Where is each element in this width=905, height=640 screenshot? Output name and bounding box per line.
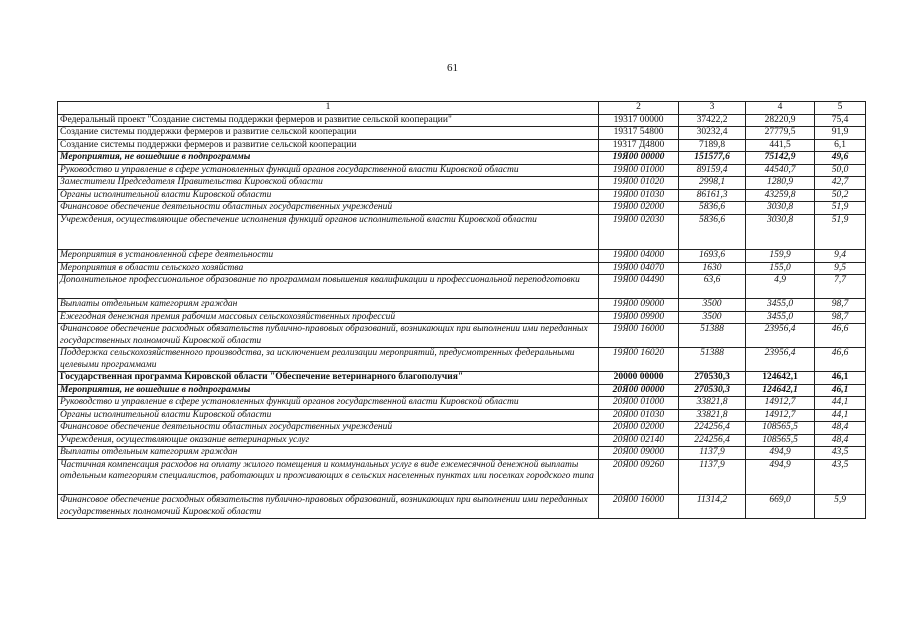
row-name-cell: Органы исполнительной власти Кировской области xyxy=(58,189,599,202)
table-row xyxy=(58,139,866,152)
row-name-cell: Ежегодная денежная премия рабочим массовых сельскохозяйственных профессий xyxy=(58,311,599,324)
col-header: 3 xyxy=(679,102,746,115)
row-value-cell: 23956,4 xyxy=(746,324,815,348)
row-percent-cell: 43,5 xyxy=(815,459,866,495)
row-value-cell: 3455,0 xyxy=(746,299,815,312)
row-value-cell: 270530,3 xyxy=(679,384,746,397)
row-value-cell: 124642,1 xyxy=(746,372,815,385)
row-percent-cell: 44,1 xyxy=(815,409,866,422)
row-value-cell: 441,5 xyxy=(746,139,815,152)
row-name-cell: Выплаты отдельным категориям граждан xyxy=(58,447,599,460)
table-row xyxy=(58,324,866,348)
page-number: 61 xyxy=(447,62,458,74)
table-row xyxy=(58,422,866,435)
row-value-cell: 89159,4 xyxy=(679,164,746,177)
row-value-cell: 5836,6 xyxy=(679,202,746,215)
row-name-cell: Федеральный проект "Создание системы поддержки фермеров и развитие сельской кооперации" xyxy=(58,114,599,127)
table-row xyxy=(58,189,866,202)
row-value-cell: 3030,8 xyxy=(746,202,815,215)
row-value-cell: 30232,4 xyxy=(679,127,746,140)
row-value-cell: 3030,8 xyxy=(746,214,815,250)
row-value-cell: 11314,2 xyxy=(679,495,746,519)
table-row xyxy=(58,348,866,372)
row-name-cell: Мероприятия в области сельского хозяйства xyxy=(58,262,599,275)
row-percent-cell: 6,1 xyxy=(815,139,866,152)
row-code-cell: 20Я00 01000 xyxy=(599,397,679,410)
row-code-cell: 20Я00 09260 xyxy=(599,459,679,495)
row-value-cell: 669,0 xyxy=(746,495,815,519)
row-code-cell: 19317 54800 xyxy=(599,127,679,140)
row-value-cell: 51388 xyxy=(679,348,746,372)
table-row xyxy=(58,311,866,324)
row-value-cell: 3455,0 xyxy=(746,311,815,324)
row-percent-cell: 46,1 xyxy=(815,372,866,385)
row-value-cell: 1630 xyxy=(679,262,746,275)
row-value-cell: 44540,7 xyxy=(746,164,815,177)
table-row xyxy=(58,299,866,312)
row-code-cell: 20Я00 01030 xyxy=(599,409,679,422)
row-value-cell: 108565,5 xyxy=(746,434,815,447)
row-value-cell: 63,6 xyxy=(679,275,746,299)
row-value-cell: 75142,9 xyxy=(746,152,815,165)
row-percent-cell: 98,7 xyxy=(815,299,866,312)
row-value-cell: 1280,9 xyxy=(746,177,815,190)
row-name-cell: Выплаты отдельным категориям граждан xyxy=(58,299,599,312)
row-value-cell: 51388 xyxy=(679,324,746,348)
row-code-cell: 19Я00 02000 xyxy=(599,202,679,215)
table-row xyxy=(58,164,866,177)
row-value-cell: 270530,3 xyxy=(679,372,746,385)
row-name-cell: Частичная компенсация расходов на оплату жилого помещения и коммунальных услуг в виде ежемесячной денежной выплаты отдельным категориям специалистов, работающих и проживающих в сельских населенных пунктах или поселках городского типа xyxy=(58,459,599,495)
row-name-cell: Создание системы поддержки фермеров и развитие сельской кооперации xyxy=(58,139,599,152)
budget-table xyxy=(57,101,866,519)
row-percent-cell: 44,1 xyxy=(815,397,866,410)
row-value-cell: 108565,5 xyxy=(746,422,815,435)
row-name-cell: Создание системы поддержки фермеров и развитие сельской кооперации xyxy=(58,127,599,140)
row-name-cell: Руководство и управление в сфере установленных функций органов государственной власти Кировской области xyxy=(58,397,599,410)
row-percent-cell: 48,4 xyxy=(815,422,866,435)
row-code-cell: 19Я00 04490 xyxy=(599,275,679,299)
table-row xyxy=(58,434,866,447)
row-percent-cell: 5,9 xyxy=(815,495,866,519)
row-value-cell: 224256,4 xyxy=(679,422,746,435)
row-name-cell: Финансовое обеспечение расходных обязательств публично-правовых образований, возникающих при выполнении ими переданных государственных полномочий Кировской области xyxy=(58,495,599,519)
row-code-cell: 19Я00 01000 xyxy=(599,164,679,177)
row-name-cell: Поддержка сельскохозяйственного производства, за исключением реализации мероприятий, предусмотренных федеральными целевыми программами xyxy=(58,348,599,372)
row-percent-cell: 75,4 xyxy=(815,114,866,127)
row-percent-cell: 98,7 xyxy=(815,311,866,324)
row-name-cell: Государственная программа Кировской области "Обеспечение ветеринарного благополучия" xyxy=(58,372,599,385)
row-code-cell: 20Я00 00000 xyxy=(599,384,679,397)
row-code-cell: 19Я00 04000 xyxy=(599,250,679,263)
table-row xyxy=(58,177,866,190)
row-value-cell: 494,9 xyxy=(746,447,815,460)
row-value-cell: 151577,6 xyxy=(679,152,746,165)
row-code-cell: 20Я00 16000 xyxy=(599,495,679,519)
table-row xyxy=(58,384,866,397)
row-code-cell: 20000 00000 xyxy=(599,372,679,385)
row-value-cell: 14912,7 xyxy=(746,409,815,422)
row-percent-cell: 50,2 xyxy=(815,189,866,202)
row-percent-cell: 9,4 xyxy=(815,250,866,263)
table-row xyxy=(58,495,866,519)
row-code-cell: 19317 Д4800 xyxy=(599,139,679,152)
row-percent-cell: 42,7 xyxy=(815,177,866,190)
row-value-cell: 43259,8 xyxy=(746,189,815,202)
row-code-cell: 19Я00 16020 xyxy=(599,348,679,372)
row-name-cell: Заместители Председателя Правительства Кировской области xyxy=(58,177,599,190)
row-code-cell: 19Я00 09000 xyxy=(599,299,679,312)
row-value-cell: 159,9 xyxy=(746,250,815,263)
row-value-cell: 155,0 xyxy=(746,262,815,275)
table-row xyxy=(58,275,866,299)
row-name-cell: Мероприятия в установленной сфере деятельности xyxy=(58,250,599,263)
table-row xyxy=(58,152,866,165)
row-value-cell: 14912,7 xyxy=(746,397,815,410)
row-value-cell: 124642,1 xyxy=(746,384,815,397)
row-percent-cell: 50,0 xyxy=(815,164,866,177)
row-code-cell: 20Я00 02140 xyxy=(599,434,679,447)
row-name-cell: Учреждения, осуществляющие обеспечение исполнения функций органов исполнительной власти Кировской области xyxy=(58,214,599,250)
row-percent-cell: 7,7 xyxy=(815,275,866,299)
row-value-cell: 7189,8 xyxy=(679,139,746,152)
row-code-cell: 19Я00 01020 xyxy=(599,177,679,190)
row-value-cell: 1137,9 xyxy=(679,459,746,495)
row-name-cell: Мероприятия, не вошедшие в подпрограммы xyxy=(58,384,599,397)
row-code-cell: 19Я00 16000 xyxy=(599,324,679,348)
col-header: 2 xyxy=(599,102,679,115)
table-row xyxy=(58,459,866,495)
row-name-cell: Финансовое обеспечение деятельности областных государственных учреждений xyxy=(58,202,599,215)
table-row xyxy=(58,127,866,140)
col-header: 4 xyxy=(746,102,815,115)
row-value-cell: 1137,9 xyxy=(679,447,746,460)
row-name-cell: Дополнительное профессиональное образование по программам повышения квалификации и профессиональной переподготовки xyxy=(58,275,599,299)
row-value-cell: 224256,4 xyxy=(679,434,746,447)
row-name-cell: Финансовое обеспечение деятельности областных государственных учреждений xyxy=(58,422,599,435)
row-code-cell: 19Я00 09900 xyxy=(599,311,679,324)
row-value-cell: 27779,5 xyxy=(746,127,815,140)
row-code-cell: 19Я00 04070 xyxy=(599,262,679,275)
row-value-cell: 5836,6 xyxy=(679,214,746,250)
col-header: 5 xyxy=(815,102,866,115)
col-header: 1 xyxy=(58,102,599,115)
row-code-cell: 20Я00 09000 xyxy=(599,447,679,460)
row-value-cell: 1693,6 xyxy=(679,250,746,263)
row-percent-cell: 51,9 xyxy=(815,214,866,250)
table-row xyxy=(58,214,866,250)
row-percent-cell: 48,4 xyxy=(815,434,866,447)
row-percent-cell: 9,5 xyxy=(815,262,866,275)
table-row xyxy=(58,397,866,410)
row-value-cell: 33821,8 xyxy=(679,397,746,410)
table-row xyxy=(58,372,866,385)
table-row xyxy=(58,447,866,460)
row-code-cell: 19Я00 02030 xyxy=(599,214,679,250)
row-value-cell: 2998,1 xyxy=(679,177,746,190)
row-name-cell: Органы исполнительной власти Кировской области xyxy=(58,409,599,422)
table-row xyxy=(58,202,866,215)
table-row xyxy=(58,409,866,422)
row-percent-cell: 51,9 xyxy=(815,202,866,215)
row-value-cell: 37422,2 xyxy=(679,114,746,127)
row-percent-cell: 91,9 xyxy=(815,127,866,140)
row-percent-cell: 43,5 xyxy=(815,447,866,460)
row-code-cell: 19317 00000 xyxy=(599,114,679,127)
row-code-cell: 19Я00 01030 xyxy=(599,189,679,202)
row-name-cell: Руководство и управление в сфере установленных функций органов государственной власти Кировской области xyxy=(58,164,599,177)
row-value-cell: 86161,3 xyxy=(679,189,746,202)
row-value-cell: 33821,8 xyxy=(679,409,746,422)
row-code-cell: 20Я00 02000 xyxy=(599,422,679,435)
row-percent-cell: 46,1 xyxy=(815,384,866,397)
row-name-cell: Мероприятия, не вошедшие в подпрограммы xyxy=(58,152,599,165)
row-name-cell: Финансовое обеспечение расходных обязательств публично-правовых образований, возникающих при выполнении ими переданных государственных полномочий Кировской области xyxy=(58,324,599,348)
row-value-cell: 3500 xyxy=(679,311,746,324)
table-body xyxy=(58,114,866,519)
row-code-cell: 19Я00 00000 xyxy=(599,152,679,165)
table-row xyxy=(58,262,866,275)
row-percent-cell: 46,6 xyxy=(815,348,866,372)
row-value-cell: 494,9 xyxy=(746,459,815,495)
row-value-cell: 28220,9 xyxy=(746,114,815,127)
row-value-cell: 23956,4 xyxy=(746,348,815,372)
row-name-cell: Учреждения, осуществляющие оказание ветеринарных услуг xyxy=(58,434,599,447)
row-value-cell: 3500 xyxy=(679,299,746,312)
table-row xyxy=(58,250,866,263)
table-row xyxy=(58,114,866,127)
table-header-row xyxy=(58,102,866,115)
row-percent-cell: 46,6 xyxy=(815,324,866,348)
row-percent-cell: 49,6 xyxy=(815,152,866,165)
row-value-cell: 4,9 xyxy=(746,275,815,299)
